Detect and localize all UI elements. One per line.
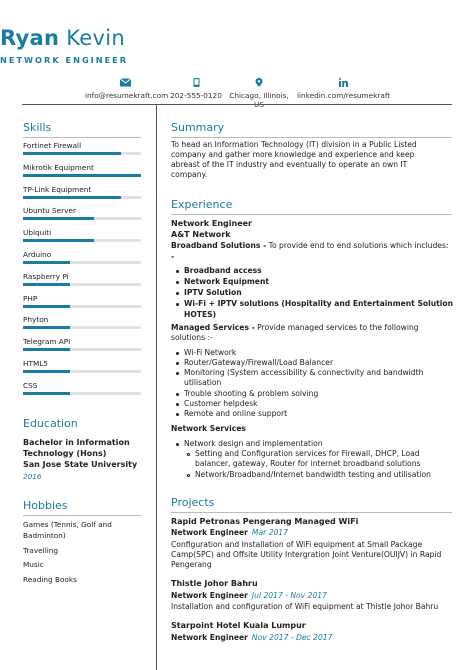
projects-heading: Projects (171, 496, 215, 509)
managed-item: Remote and online support (184, 409, 288, 418)
contact-email[interactable] (85, 78, 169, 100)
skill-label: TP-Link Equipment (23, 184, 92, 194)
education-degree-line-2: Technology (Hons) (23, 449, 107, 458)
broadband-label: Broadband Solutions - (171, 241, 267, 250)
project-date: Nov 2017 - Dec 2017 (251, 633, 333, 642)
network-services-heading: Network Services (171, 424, 246, 433)
job-title: Network Engineer (171, 219, 253, 228)
skill-level-fill (23, 348, 70, 351)
broadband-item: Network Equipment (184, 277, 269, 286)
skill-label: Mikrotik Equipment (23, 162, 94, 172)
network-item: Setting and Configuration services for Firewall, DHCP, Load (195, 449, 420, 458)
project-role-line (171, 591, 456, 601)
project-role: Network Engineer (171, 633, 248, 642)
phone-icon (193, 78, 200, 87)
skill-item (23, 315, 141, 329)
skill-level-fill (23, 196, 121, 199)
managed-desc: Provide managed services to the following (254, 323, 419, 332)
hobby-item: Badminton) (23, 531, 66, 540)
education-heading: Education (23, 417, 78, 430)
bullet-dot (176, 362, 179, 365)
project-date: Mar 2017 (251, 528, 288, 537)
job-company: A&T Network (171, 230, 231, 239)
hobby-item: Games (Tennis, Golf and (23, 520, 112, 529)
skill-label: Ubiquiti (23, 228, 52, 238)
contact-phone[interactable] (168, 78, 224, 100)
bullet-dot (176, 443, 179, 446)
skill-level-fill (23, 392, 70, 395)
broadband-dash: - (171, 252, 175, 261)
education-school: San Jose State University (23, 460, 138, 469)
managed-item: Monitoring (System accessibility & connectivity and bandwidth (184, 368, 424, 377)
skill-level-fill (23, 174, 141, 177)
managed-desc-2: solutions :- (171, 333, 213, 342)
sub-bullet-circle (187, 474, 190, 477)
contact-email-text: info@resumekraft.com (85, 91, 169, 100)
skill-level-track (23, 326, 141, 329)
skill-level-fill (23, 326, 70, 329)
last-name: Kevin (66, 26, 125, 50)
network-item: Network design and implementation (184, 439, 323, 448)
skill-item (23, 185, 141, 199)
skill-item (23, 359, 141, 373)
project-role-line (171, 528, 456, 538)
contact-linkedin-text: linkedin.com/resumekraft (297, 91, 391, 100)
skill-level-track (23, 392, 141, 395)
skill-level-fill (23, 152, 121, 155)
education-degree-line-1: Bachelor in Information (23, 438, 130, 447)
skill-level-fill (23, 283, 70, 286)
skill-label: Arduino (23, 250, 52, 259)
skill-level-track (23, 217, 141, 220)
first-name: Ryan (0, 26, 60, 50)
bullet-dot (176, 413, 179, 416)
skill-level-track (23, 305, 141, 308)
managed-item: utilisation (184, 378, 222, 387)
experience-heading-rule (171, 214, 452, 215)
bullet-dot (176, 270, 179, 273)
skill-label: Telegram API (23, 337, 71, 347)
bullet-dot (176, 393, 179, 396)
managed-label: Managed Services - (171, 323, 255, 332)
project-role-line (171, 633, 456, 643)
managed-item: Trouble shooting & problem solving (184, 389, 319, 398)
project-role: Network Engineer (171, 591, 248, 600)
network-item: Network/Broadband/Internet bandwidth testing and utilisation (195, 470, 431, 479)
skill-level-track (23, 152, 141, 155)
project-desc-line: Camp(SPC) and Offsite Utility Intergration Joint Venture(OUIJV) in Rapid (171, 550, 442, 559)
skill-level-track (23, 370, 141, 373)
skill-item (23, 250, 141, 264)
skill-item (23, 228, 141, 242)
skill-level-fill (23, 370, 70, 373)
bullet-dot (176, 352, 179, 355)
summary-line: company and gather more knowledge and experience and keep (171, 150, 415, 159)
skill-item (23, 381, 141, 395)
project-title: Starpoint Hotel Kuala Lumpur (171, 621, 306, 630)
broadband-item: IPTV Solution (184, 288, 242, 297)
contact-phone-text: 202-555-0120 (170, 91, 222, 100)
skill-item (23, 206, 141, 220)
resume-name (0, 26, 474, 50)
bullet-dot (176, 292, 179, 295)
projects-heading-rule (171, 512, 452, 513)
bullet-dot (176, 281, 179, 284)
hobbies-heading-rule (23, 515, 141, 516)
skill-level-fill (23, 305, 70, 308)
managed-line-2 (171, 333, 456, 343)
hobby-item: Reading Books (23, 575, 77, 584)
email-icon (120, 78, 131, 87)
summary-line: company. (171, 170, 208, 179)
broadband-desc: To provide end to end solutions which includes: (266, 241, 449, 250)
project-role: Network Engineer (171, 528, 248, 537)
skill-label: Ubuntu Server (23, 206, 76, 216)
bullet-dot (176, 303, 179, 306)
managed-line (171, 323, 456, 333)
project-title: Rapid Petronas Pengerang Managed WiFi (171, 517, 359, 526)
skill-level-track (23, 283, 141, 286)
skill-level-fill (23, 217, 94, 220)
project-date: Jul 2017 - Nov 2017 (251, 591, 327, 600)
skill-level-fill (23, 261, 70, 264)
network-item: balancer, gateway, Router for internet broadband solutions (195, 459, 421, 468)
education-year: 2016 (23, 472, 42, 481)
skill-label: Fortinet Firewall (23, 141, 82, 150)
skill-item (23, 337, 141, 351)
project-desc-line: Installation and configuration of WiFi equipment at Thistle Johor Bahru (171, 602, 439, 611)
sub-bullet-circle (187, 453, 190, 456)
contact-location-text: Chicago, Illinois, (229, 91, 289, 100)
skill-item (23, 294, 141, 308)
summary-heading: Summary (171, 121, 225, 134)
location-icon (255, 78, 263, 87)
broadband-item: Wi-Fi + IPTV solutions (Hospitality and Entertainment Solution (184, 299, 453, 308)
skill-item (23, 272, 141, 286)
skill-label: HTML5 (23, 359, 48, 368)
skill-level-track (23, 174, 141, 177)
hobby-item: Travelling (23, 546, 59, 555)
bullet-dot (176, 372, 179, 375)
skill-level-fill (23, 239, 94, 242)
header-divider (22, 104, 452, 105)
skill-item (23, 141, 141, 155)
broadband-item: HOTES) (184, 310, 217, 319)
contact-linkedin[interactable] (297, 78, 389, 100)
broadband-item: Broadband access (184, 266, 262, 275)
managed-item: Customer helpdesk (184, 399, 258, 408)
project-title: Thistle Johor Bahru (171, 579, 258, 588)
summary-line: To head an Information Technology (IT) division in a Public Listed (171, 140, 417, 149)
skill-level-track (23, 196, 141, 199)
bullet-dot (176, 403, 179, 406)
skill-label: PHP (23, 293, 38, 303)
experience-heading: Experience (171, 198, 233, 211)
column-divider (156, 104, 157, 670)
summary-line: abreast of the IT industry and eventually to operate an own IT (171, 160, 408, 169)
skill-level-track (23, 239, 141, 242)
managed-item: Router/Gateway/Firewall/Load Balancer (184, 358, 334, 367)
skill-label: Phyton (23, 315, 49, 325)
skill-level-track (23, 348, 141, 351)
hobby-item: Music (23, 560, 44, 569)
skill-label: Raspberry Pi (23, 271, 69, 281)
skill-level-track (23, 261, 141, 264)
broadband-line (171, 241, 456, 251)
summary-heading-rule (171, 137, 452, 138)
resume-role: NETWORK ENGINEER (0, 55, 129, 65)
linkedin-icon (339, 78, 348, 87)
managed-item: Wi-Fi Network (184, 348, 237, 357)
project-desc-line: Pengerang (171, 560, 212, 569)
skill-item (23, 163, 141, 177)
skills-heading-rule (23, 137, 141, 138)
hobbies-heading: Hobbies (23, 499, 68, 512)
skill-label: CSS (23, 380, 38, 390)
skills-heading: Skills (23, 121, 52, 134)
project-desc-line: Configuration and Installation of WiFi equipment at Small Package (171, 540, 423, 549)
